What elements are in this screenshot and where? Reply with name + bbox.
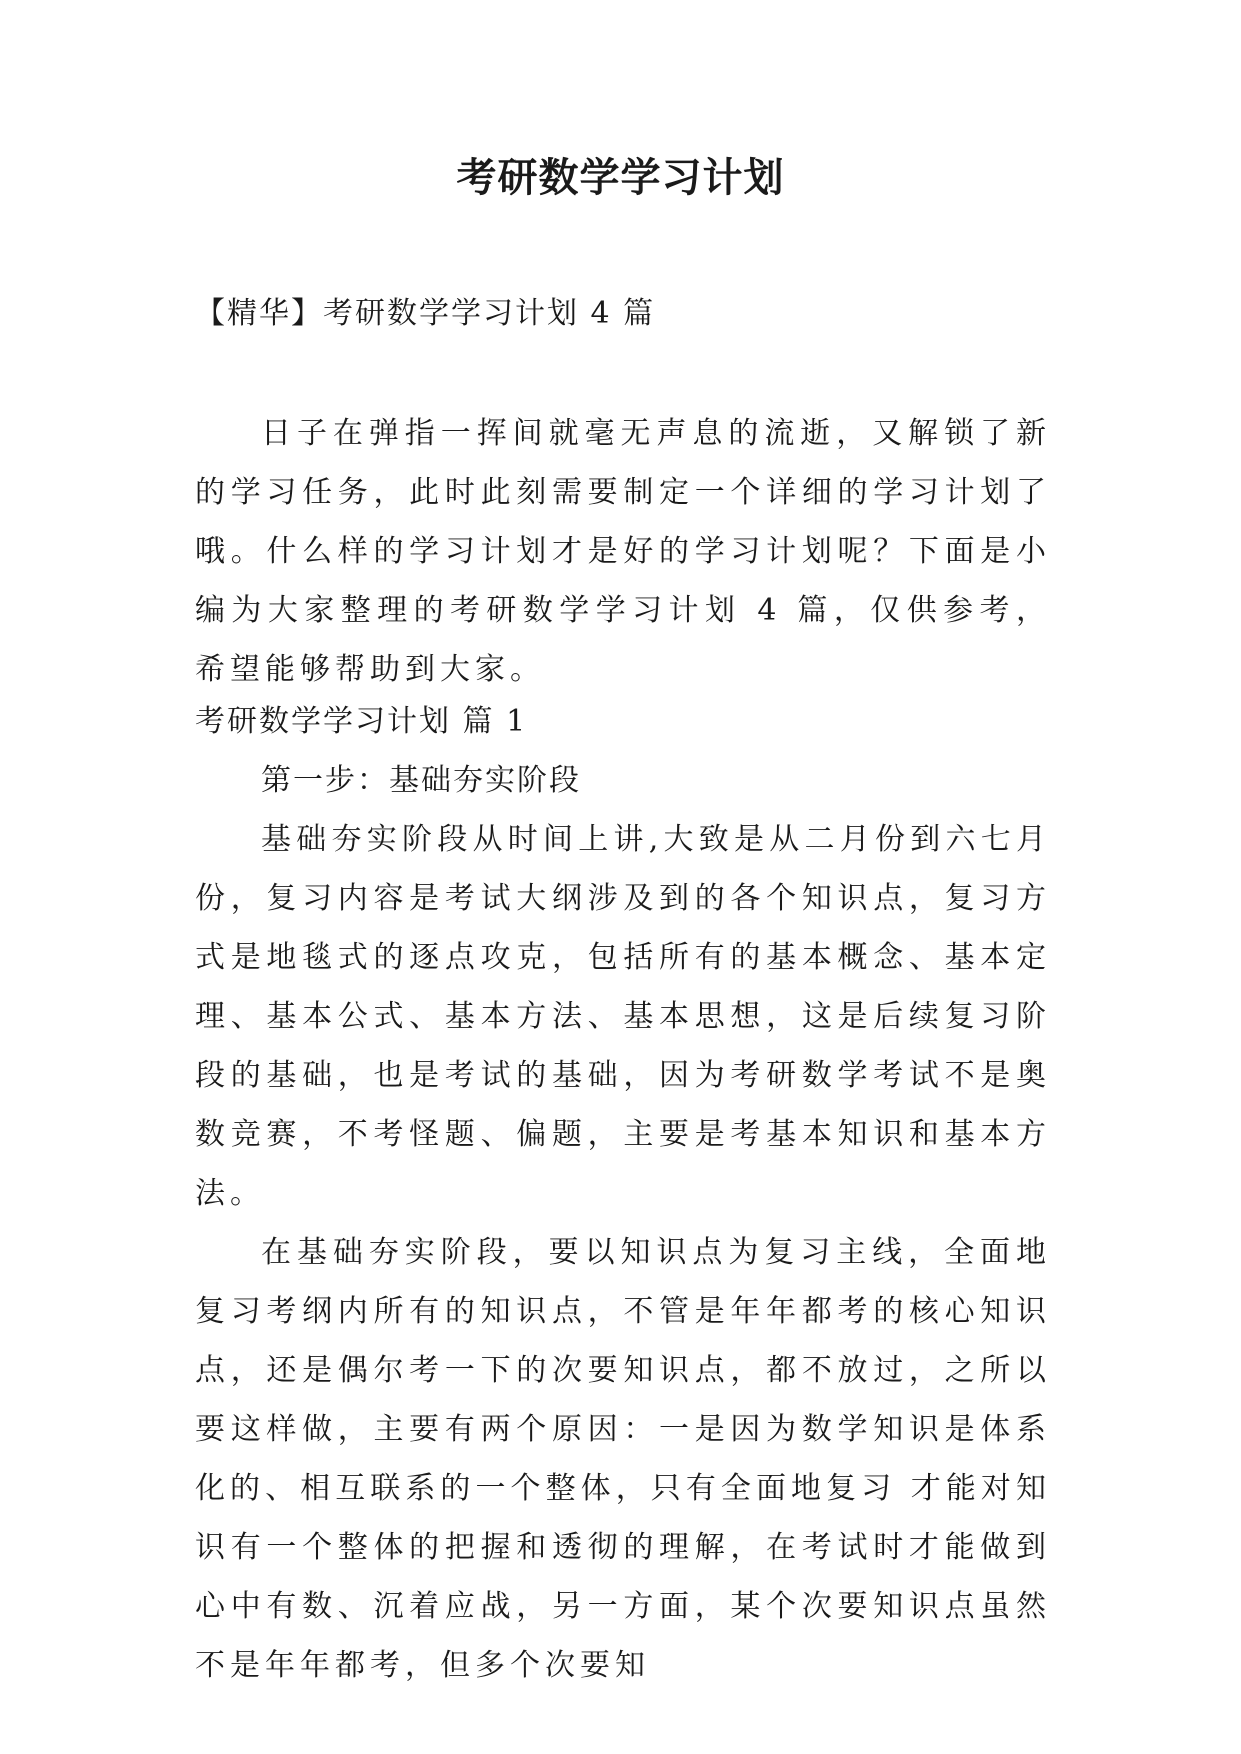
step-heading: 第一步：基础夯实阶段 (261, 763, 581, 798)
section-heading: 考研数学学习计划 篇 1 (195, 704, 528, 739)
intro-block (195, 404, 1051, 699)
document-subtitle: 【精华】考研数学学习计划 4 篇 (195, 296, 656, 331)
section-1 (195, 692, 1051, 1695)
body-paragraph: 在基础夯实阶段，要以知识点为复习主线，全面地复习考纲内所有的知识点，不管是年年都考的核心知识点，还是偶尔考一下的次要知识点，都不放过，之所以要这样做，主要有两个原因：一是因为数学知识是体系化的、相互联系的一个整体，只有全面地复习 才能对知识有一个整体的把握和透彻的理解，在考试时才能做到心中有数、沉着应战，另一方面，某个次要知识点虽然不是年年都考，但多个次要知 (195, 1235, 1051, 1683)
document-title: 考研数学学习计划 (456, 155, 785, 201)
body-paragraph: 基础夯实阶段从时间上讲,大致是从二月份到六七月份，复习内容是考试大纲涉及到的各个知识点，复习方式是地毯式的逐点攻克，包括所有的基本概念、基本定理、基本公式、基本方法、基本思想，这是后续复习阶段的基础，也是考试的基础，因为考研数学考试不是奥数竞赛，不考怪题、偏题，主要是考基本知识和基本方法。 (195, 822, 1051, 1211)
intro-paragraph: 日子在弹指一挥间就毫无声息的流逝，又解锁了新的学习任务，此时此刻需要制定一个详细的学习计划了哦。什么样的学习计划才是好的学习计划呢？下面是小编为大家整理的考研数学学习计划 4 篇，仅供参考，希望能够帮助到大家。 (195, 416, 1051, 687)
